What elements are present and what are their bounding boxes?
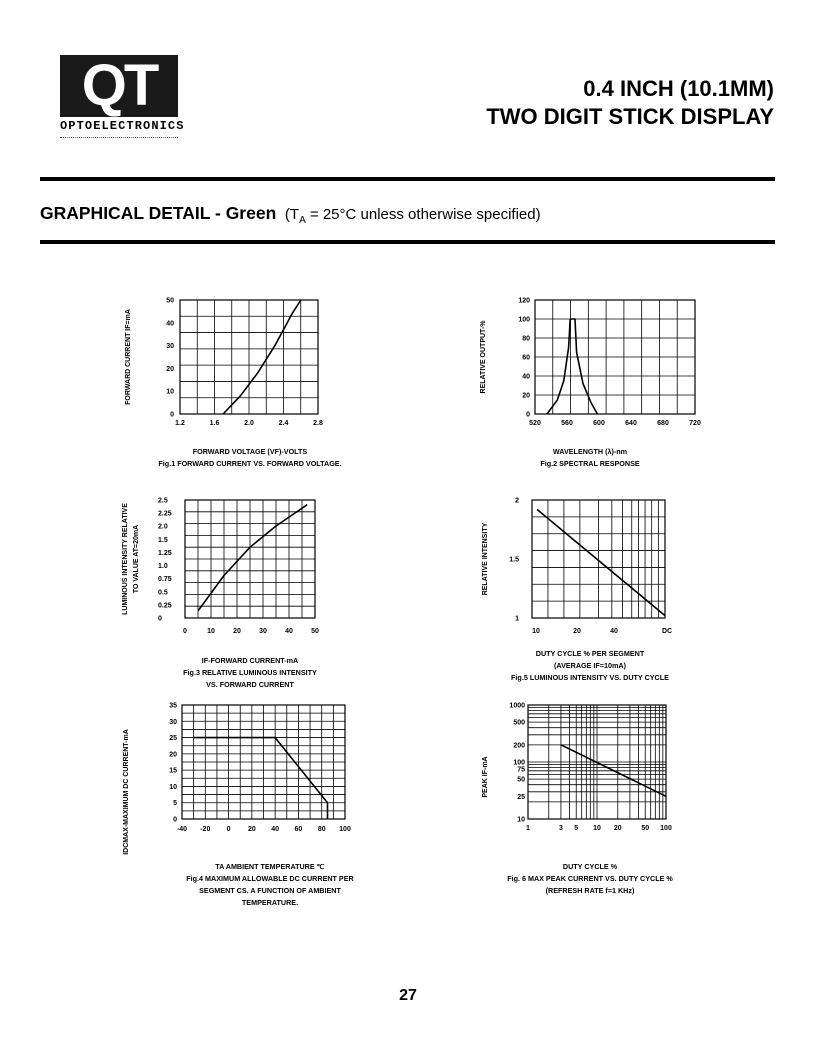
y-tick-label: 35 <box>169 702 177 710</box>
y-tick-label: 0 <box>158 615 162 623</box>
x-tick-label: 20 <box>247 826 256 833</box>
section-heading <box>40 203 541 226</box>
x-axis-label: TA AMBIENT TEMPERATURE ℃ <box>215 862 325 871</box>
x-tick-label: 50 <box>641 825 650 832</box>
y-tick-label: 0 <box>173 816 177 824</box>
x-tick-label: 520 <box>529 420 541 427</box>
y-axis-label: RELATIVE OUTPUT-% <box>480 320 487 394</box>
x-axis-label: WAVELENGTH (λ)-nm <box>552 447 628 456</box>
x-axis-label: DUTY CYCLE % PER SEGMENT <box>535 649 645 658</box>
x-tick-label: 1.2 <box>175 420 185 427</box>
y-tick-label: 20 <box>166 365 174 373</box>
data-curve <box>223 300 301 414</box>
y-tick-label: 1.5 <box>509 556 519 564</box>
x-tick-label: 720 <box>689 420 701 427</box>
chart-fig1-forward-current <box>110 290 410 475</box>
figure-caption: Fig.2 SPECTRAL RESPONSE <box>540 459 640 468</box>
logo-mark <box>60 55 178 117</box>
figure-caption: (REFRESH RATE f=1 KHz) <box>545 886 635 895</box>
x-tick-label: 80 <box>317 826 326 833</box>
y-axis-label: TO VALUE AT=20mA <box>133 524 140 594</box>
x-tick-label: 20 <box>233 628 241 635</box>
figure-caption: Fig.5 LUMINOUS INTENSITY VS. DUTY CYCLE <box>511 673 669 682</box>
figure-caption: Fig.1 FORWARD CURRENT VS. FORWARD VOLTAGE. <box>158 459 342 468</box>
x-tick-label: 560 <box>561 420 573 427</box>
x-tick-label: 10 <box>593 825 601 832</box>
y-tick-label: 2 <box>515 497 519 505</box>
section-title: GRAPHICAL DETAIL - Green <box>40 203 277 223</box>
title-line-2: TWO DIGIT STICK DISPLAY <box>486 104 774 129</box>
y-tick-label: 40 <box>522 373 530 381</box>
y-tick-label: 1000 <box>509 702 525 710</box>
y-tick-label: 20 <box>169 751 177 759</box>
x-tick-label: 20 <box>613 825 622 832</box>
x-tick-label: 0 <box>226 826 231 833</box>
x-tick-label: -20 <box>200 826 211 833</box>
section-condition: ($T_A = 25^\circ C$ unless otherwise specified) <box>284 206 541 226</box>
y-tick-label: 40 <box>166 320 174 328</box>
figure-caption: Fig.4 MAXIMUM ALLOWABLE DC CURRENT PER <box>186 874 354 883</box>
page-number: 27 <box>399 987 417 1004</box>
logo-letters: QT <box>81 53 157 118</box>
company-logo <box>60 53 185 138</box>
y-tick-label: 1 <box>515 615 519 623</box>
x-tick-label: 20 <box>573 628 581 635</box>
y-tick-label: 0.5 <box>158 589 168 597</box>
x-tick-label: 100 <box>339 826 351 833</box>
y-tick-label: 2.5 <box>158 497 168 505</box>
y-tick-label: 500 <box>513 719 525 727</box>
y-tick-label: 200 <box>513 742 525 750</box>
x-tick-label: 100 <box>660 825 672 832</box>
y-axis-label: FORWARD CURRENT IF=mA <box>125 309 132 405</box>
x-tick-label: DC <box>661 628 673 635</box>
x-tick-label: 680 <box>657 420 669 427</box>
chart-fig3-relative-intensity <box>110 490 390 689</box>
y-tick-label: 50 <box>517 776 525 784</box>
figure-caption: VS. FORWARD CURRENT <box>206 680 294 689</box>
y-tick-label: 60 <box>522 354 530 362</box>
y-tick-label: 5 <box>173 800 177 808</box>
x-tick-label: 5 <box>574 825 579 832</box>
chart-fig5-intensity-duty-cycle <box>470 490 730 685</box>
y-tick-label: 1.5 <box>158 536 168 544</box>
x-tick-label: 30 <box>259 628 267 635</box>
title-line-1: 0.4 INCH (10.1MM) <box>583 76 774 101</box>
y-tick-label: 75 <box>517 766 525 774</box>
y-tick-label: 120 <box>518 297 530 305</box>
x-tick-label: 2.0 <box>244 420 254 427</box>
y-tick-label: 15 <box>169 767 177 775</box>
x-tick-label: 10 <box>532 628 540 635</box>
y-tick-label: 30 <box>166 343 174 351</box>
x-tick-label: -40 <box>176 826 188 833</box>
y-tick-label: 50 <box>166 297 174 305</box>
figure-caption: Fig. 6 MAX PEAK CURRENT VS. DUTY CYCLE % <box>507 874 673 883</box>
x-tick-label: 640 <box>625 420 637 427</box>
x-tick-label: 10 <box>207 628 215 635</box>
y-tick-label: 20 <box>522 392 530 400</box>
x-tick-label: 0 <box>183 628 187 635</box>
data-curve <box>198 505 307 611</box>
x-tick-label: 40 <box>271 826 280 833</box>
y-tick-label: 2.25 <box>158 510 172 518</box>
chart-fig6-peak-current <box>470 695 730 905</box>
x-tick-label: 40 <box>610 628 618 635</box>
x-tick-label: 1.6 <box>209 420 220 427</box>
y-tick-label: 1.25 <box>158 549 172 557</box>
y-tick-label: 0.75 <box>158 576 172 584</box>
figure-caption: (AVERAGE IF=10mA) <box>554 661 626 670</box>
document-title <box>486 75 774 131</box>
y-tick-label: 80 <box>522 335 530 343</box>
y-tick-label: 10 <box>166 388 174 396</box>
chart-fig2-spectral-response <box>470 290 730 475</box>
chart-fig4-max-dc-current <box>110 695 400 925</box>
y-axis-label: IDCMAX-MAXIMUM DC CURRENT-mA <box>123 729 130 855</box>
y-tick-label: 100 <box>513 759 525 767</box>
y-tick-label: 2.0 <box>158 523 168 531</box>
x-tick-label: 60 <box>294 826 303 833</box>
x-tick-label: 2.8 <box>313 420 323 427</box>
y-tick-label: 10 <box>169 783 177 791</box>
x-axis-label: IF-FORWARD CURRENT-mA <box>201 656 299 665</box>
header-divider <box>40 177 775 181</box>
data-curve <box>537 509 665 615</box>
x-tick-label: 40 <box>285 628 293 635</box>
figure-caption: TEMPERATURE. <box>241 898 299 907</box>
y-tick-label: 100 <box>518 316 530 324</box>
logo-rule <box>60 137 178 138</box>
y-tick-label: 25 <box>517 793 525 801</box>
x-tick-label: 2.4 <box>278 420 289 427</box>
figure-caption: Fig.3 RELATIVE LUMINOUS INTENSITY <box>183 668 317 677</box>
x-axis-label: DUTY CYCLE % <box>562 862 618 871</box>
x-axis-label: FORWARD VOLTAGE (VF)-VOLTS <box>192 447 308 456</box>
y-axis-label: PEAK IF-mA <box>482 756 489 798</box>
y-axis-label: LUMINOUS INTENSITY RELATIVE <box>122 503 129 615</box>
y-tick-label: 0 <box>526 411 530 419</box>
x-tick-label: 600 <box>593 420 605 427</box>
y-tick-label: 0 <box>170 411 174 419</box>
section-divider <box>40 240 775 244</box>
logo-subtitle: OPTOELECTRONICS <box>60 119 185 133</box>
data-curve <box>547 319 597 414</box>
x-tick-label: 3 <box>558 825 563 832</box>
figure-caption: SEGMENT CS. A FUNCTION OF AMBIENT <box>199 886 341 895</box>
y-tick-label: 25 <box>169 735 177 743</box>
x-tick-label: 1 <box>526 825 530 832</box>
y-axis-label: RELATIVE INTENSITY <box>482 522 489 596</box>
y-tick-label: 0.25 <box>158 602 172 610</box>
y-tick-label: 30 <box>169 718 177 726</box>
y-tick-label: 10 <box>517 816 525 824</box>
y-tick-label: 1.0 <box>158 563 168 571</box>
x-tick-label: 50 <box>311 628 319 635</box>
